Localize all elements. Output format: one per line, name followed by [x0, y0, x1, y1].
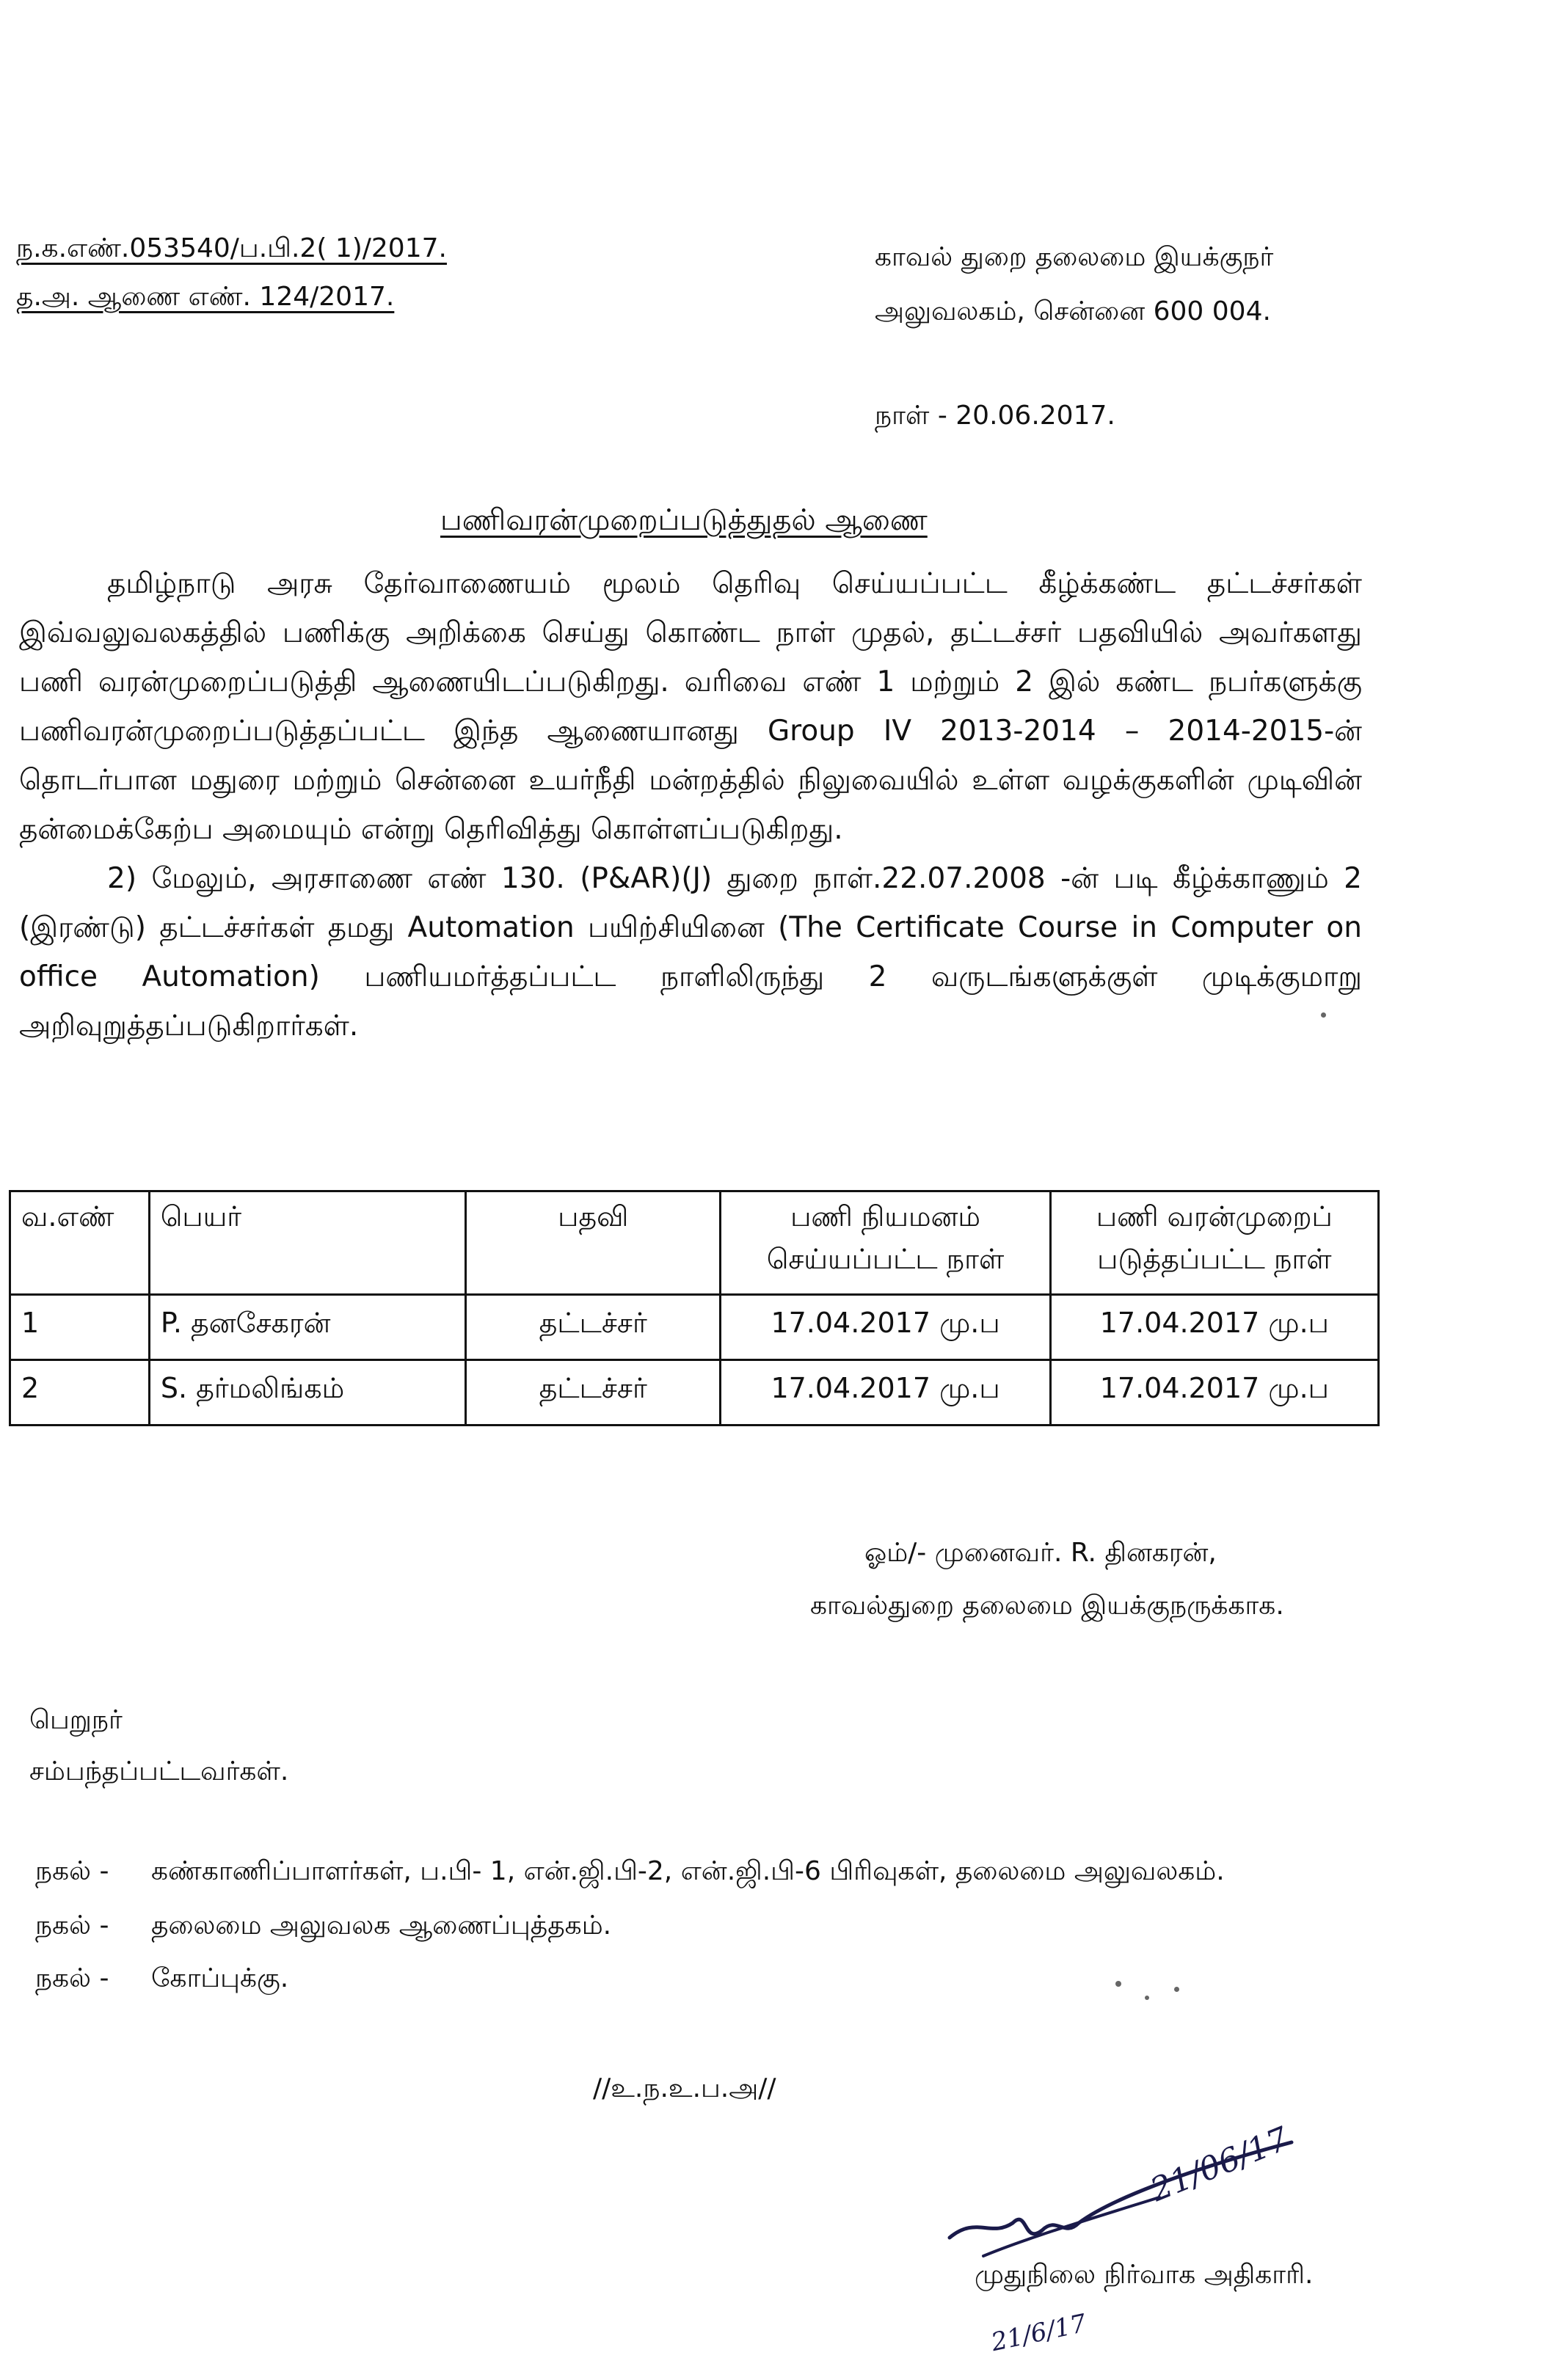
header-regularised-line1: பணி வரன்முறைப்	[1096, 1200, 1333, 1233]
copy-label: நகல் -	[35, 1856, 109, 1886]
row-appointed: 17.04.2017 மு.ப	[721, 1295, 1050, 1360]
table-row	[10, 1360, 1379, 1426]
office-name: காவல் துறை தலைமை இயக்குநர்	[875, 242, 1274, 272]
copy-text: தலைமை அலுவலக ஆணைப்புத்தகம்.	[151, 1910, 612, 1941]
row-regularised: 17.04.2017 மு.ப	[1050, 1360, 1378, 1426]
header-sno: வ.எண்	[10, 1191, 150, 1295]
header-name: பெயர்	[149, 1191, 465, 1295]
scan-speck	[1115, 1981, 1121, 1987]
row-sno: 1	[10, 1295, 150, 1360]
copy-label: நகல் -	[35, 1910, 109, 1941]
office-address: அலுவலகம், சென்னை 600 004.	[875, 296, 1271, 326]
row-sno: 2	[10, 1360, 150, 1426]
document-title: பணிவரன்முறைப்படுத்துதல் ஆணை	[440, 503, 928, 537]
staff-table	[9, 1190, 1380, 1426]
handwritten-initial-date: 21/6/17	[988, 2308, 1089, 2358]
row-post: தட்டச்சர்	[466, 1295, 721, 1360]
scan-speck	[1174, 1987, 1179, 1992]
paragraph-1: தமிழ்நாடு அரசு தேர்வாணையம் மூலம் தெரிவு செய்யப்பட்ட கீழ்க்கண்ட தட்டச்சர்கள் இவ்வலுவலகத்தில் பணிக்கு அறிக்கை செய்து கொண்ட நாள் முதல், தட்டச்சர் பதவியில் அவர்களது பணி வரன்முறைப்படுத்தி ஆணையிடப்படுகிறது. வரிவை எண் 1 மற்றும் 2 இல் கண்ட நபர்களுக்கு பணிவரன்முறைப்படுத்தப்பட்ட இந்த ஆணையானது Group IV 2013-2014 – 2014-2015-ன் தொடர்பான மதுரை மற்றும் சென்னை உயர்நீதி மன்றத்தில் நிலுவையில் உள்ள வழக்குகளின் முடிவின் தன்மைக்கேற்ப அமையும் என்று தெரிவித்து கொள்ளப்படுகிறது.	[19, 567, 1362, 846]
row-name: S. தர்மலிங்கம்	[149, 1360, 465, 1426]
recipient-label: பெறுநர்	[29, 1705, 123, 1735]
recipient-value: சம்பந்தப்பட்டவர்கள்.	[29, 1756, 289, 1786]
header-appointed-date	[721, 1191, 1050, 1295]
paragraph-2: 2) மேலும், அரசாணை எண் 130. (P&AR)(J) துறை நாள்.22.07.2008 -ன் படி கீழ்க்காணும் 2 (இரண்டு) தட்டச்சர்கள் தமது Automation பயிற்சியினை (The Certificate Course in Computer on office Automation) பணியமர்த்தப்பட்ட நாளிலிருந்து 2 வருடங்களுக்குள் முடிக்குமாறு அறிவுறுத்தப்படுகிறார்கள்.	[19, 862, 1362, 1043]
scan-speck	[1145, 1996, 1149, 2000]
scan-speck	[1321, 1012, 1326, 1018]
table-row	[10, 1295, 1379, 1360]
officer-designation: முதுநிலை நிர்வாக அதிகாரி.	[975, 2260, 1314, 2290]
copy-text: கண்காணிப்பாளர்கள், ப.பி- 1, என்.ஜி.பி-2, என்.ஜி.பி-6 பிரிவுகள், தலைமை அலுவலகம்.	[151, 1856, 1225, 1886]
attestation-mark: //உ.ந.உ.ப.அ//	[593, 2073, 776, 2103]
document-date: நாள் - 20.06.2017.	[875, 401, 1115, 431]
signature-name: ஓம்/- முனைவர். R. தினகரன்,	[864, 1538, 1217, 1568]
reference-number: ந.க.எண்.053540/ப.பி.2( 1)/2017.	[16, 233, 447, 263]
row-regularised: 17.04.2017 மு.ப	[1050, 1295, 1378, 1360]
header-post: பதவி	[466, 1191, 721, 1295]
header-regularised-line2: படுத்தப்பட்ட நாள்	[1097, 1243, 1332, 1275]
copy-text: கோப்புக்கு.	[151, 1963, 289, 1993]
handwritten-date: 21/06/17	[1145, 2120, 1294, 2209]
header-appointed-line1: பணி நியமனம்	[790, 1200, 980, 1233]
row-name: P. தனசேகரன்	[149, 1295, 465, 1360]
copy-label: நகல் -	[35, 1963, 109, 1993]
header-regularised-date	[1050, 1191, 1378, 1295]
header-appointed-line2: செய்யப்பட்ட நாள்	[766, 1243, 1005, 1275]
signature-designation: காவல்துறை தலைமை இயக்குநருக்காக.	[810, 1591, 1284, 1621]
row-post: தட்டச்சர்	[466, 1360, 721, 1426]
row-appointed: 17.04.2017 மு.ப	[721, 1360, 1050, 1426]
table-header-row	[10, 1191, 1379, 1295]
order-number: த.அ. ஆணை எண். 124/2017.	[16, 282, 395, 312]
